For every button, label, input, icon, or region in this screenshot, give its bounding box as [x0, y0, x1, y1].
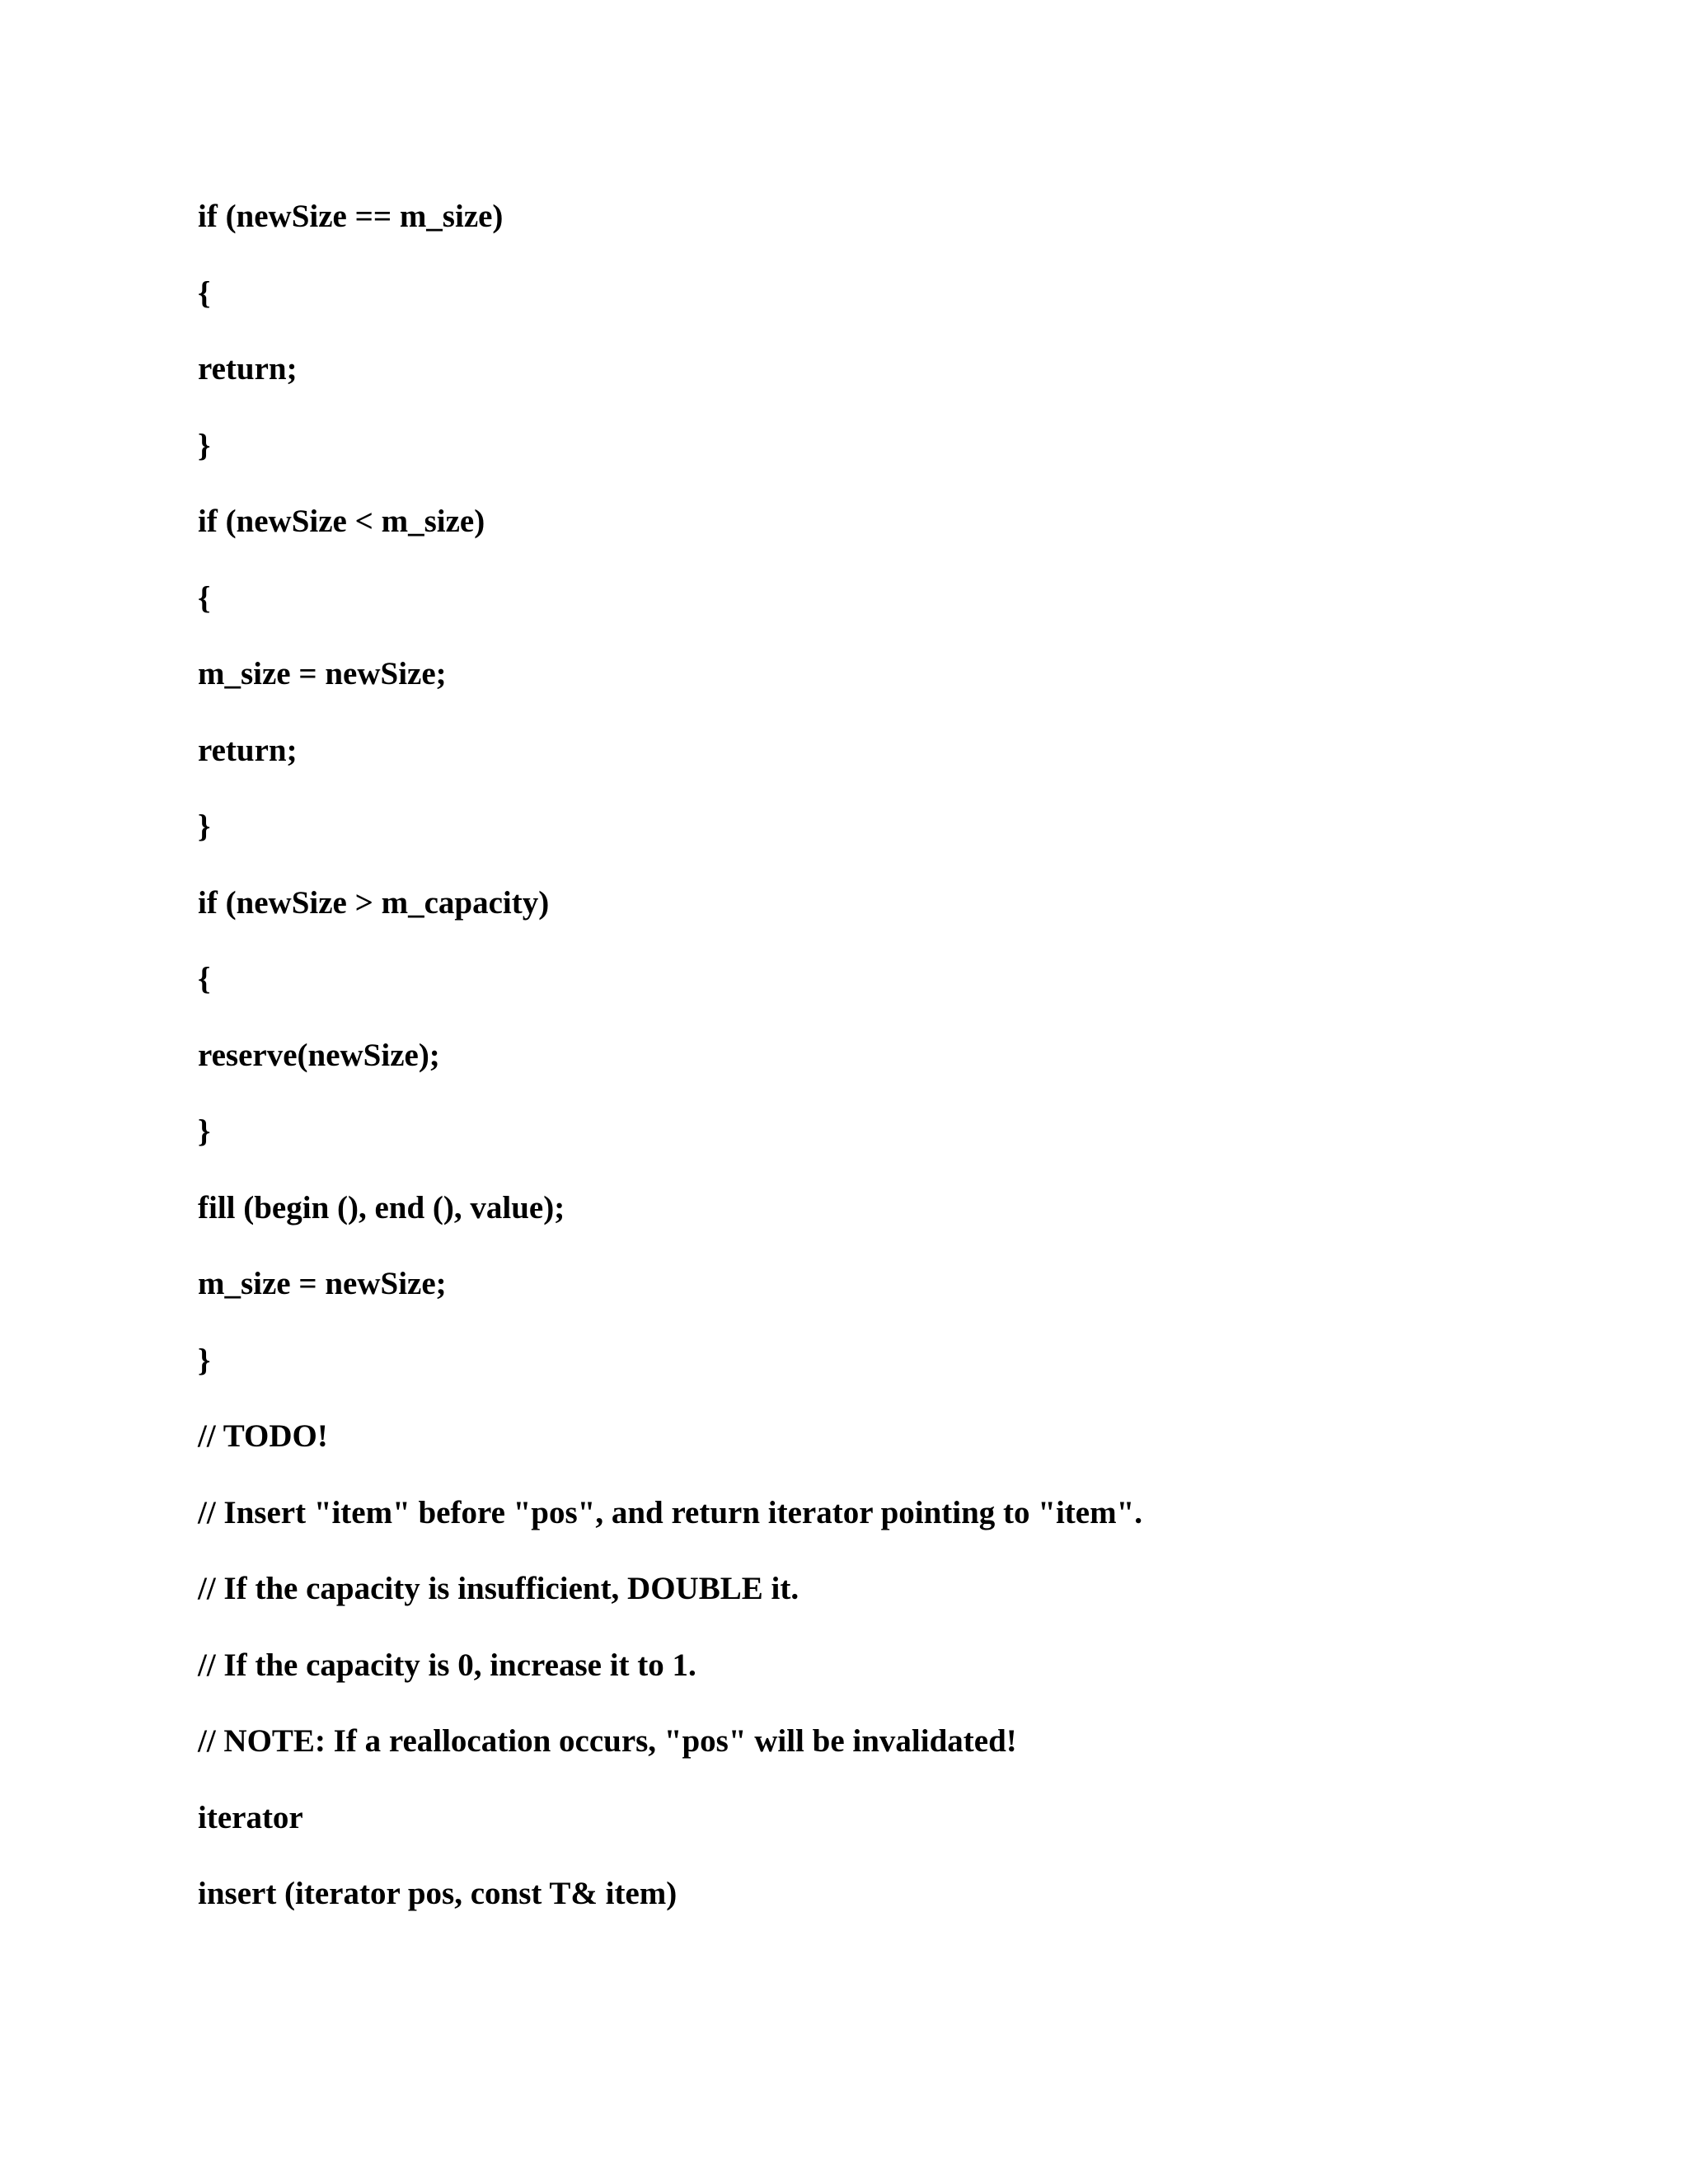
code-line: iterator — [198, 1799, 303, 1835]
comment-line: // NOTE: If a reallocation occurs, "pos" will be invalidated! — [198, 1723, 1017, 1759]
code-line: return; — [198, 351, 298, 387]
code-line: { — [198, 579, 211, 616]
code-line: } — [198, 427, 211, 463]
code-line: insert (iterator pos, const T& item) — [198, 1876, 678, 1911]
comment-line: // Insert "item" before "pos", and return iterator pointing to "item". — [198, 1494, 1142, 1530]
code-line: { — [198, 274, 211, 311]
comment-line: // If the capacity is insufficient, DOUBLE it. — [198, 1571, 799, 1606]
code-line: m_size = newSize; — [198, 1266, 447, 1301]
comment-line: // If the capacity is 0, increase it to 1. — [198, 1647, 696, 1683]
code-line: } — [198, 1342, 211, 1378]
code-line: return; — [198, 732, 298, 768]
code-line: reserve(newSize); — [198, 1037, 440, 1073]
code-listing — [198, 191, 1142, 1945]
code-line: if (newSize == m_size) — [198, 199, 504, 234]
comment-line: // TODO! — [198, 1418, 328, 1454]
code-line: { — [198, 961, 211, 996]
code-line: } — [198, 808, 211, 844]
code-line: if (newSize > m_capacity) — [198, 884, 550, 921]
code-line: m_size = newSize; — [198, 656, 447, 691]
code-line: fill (begin (), end (), value); — [198, 1189, 565, 1226]
code-line: } — [198, 1113, 211, 1149]
code-line: if (newSize < m_size) — [198, 504, 485, 539]
